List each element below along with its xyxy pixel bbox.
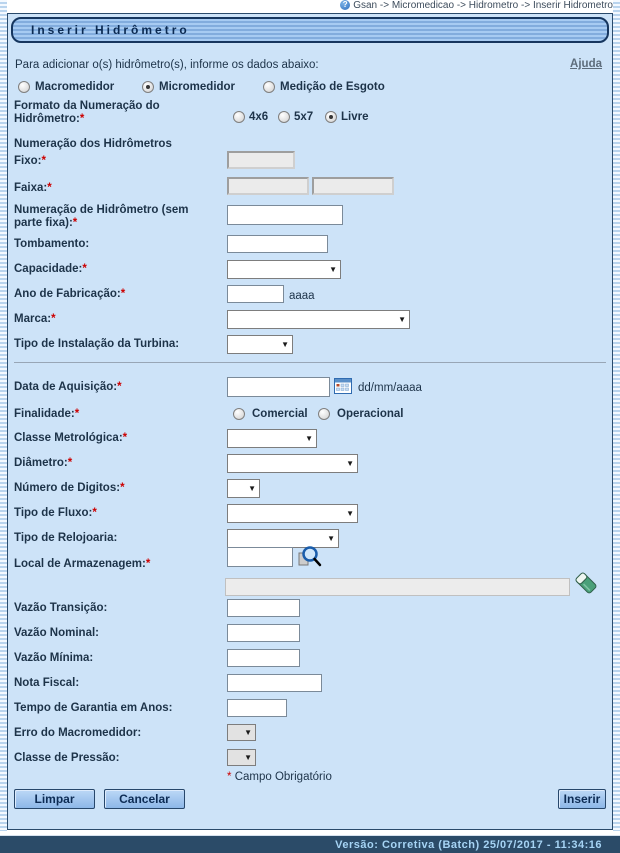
page-title: Inserir Hidrômetro <box>11 17 609 43</box>
label-ano-fabricacao: Ano de Fabricação:* <box>14 288 126 300</box>
label-local-armazenagem: Local de Armazenagem:* <box>14 558 151 570</box>
radio-4x6[interactable] <box>233 111 245 123</box>
dropdown-arrow-icon: ▼ <box>244 752 252 762</box>
dropdown-arrow-icon: ▼ <box>281 339 289 349</box>
label-nota-fiscal: Nota Fiscal: <box>14 677 80 689</box>
ano-fabricacao-input[interactable] <box>227 285 284 303</box>
calendar-icon[interactable] <box>334 378 352 394</box>
search-magnifier-icon[interactable] <box>296 544 323 571</box>
label-numero-digitos: Número de Digitos:* <box>14 482 125 494</box>
help-ball-icon[interactable]: ? <box>340 0 350 10</box>
tipo-instalacao-turbina-select[interactable] <box>227 335 293 354</box>
cancelar-button[interactable]: Cancelar <box>104 789 185 809</box>
label-formato-numeracao: Formato da Numeração do Hidrômetro:* <box>14 100 160 125</box>
vazao-nominal-input[interactable] <box>227 624 300 642</box>
label-vazao-minima: Vazão Mínima: <box>14 652 94 664</box>
numero-digitos-select[interactable] <box>227 479 260 498</box>
label-erro-macromedidor: Erro do Macromedidor: <box>14 727 142 739</box>
label-numeracao-sem-fixa: Numeração de Hidrômetro (sem parte fixa):* <box>14 204 189 229</box>
radio-label-comercial[interactable]: Comercial <box>252 408 308 420</box>
radio-label-macromedidor[interactable]: Macromedidor <box>35 81 115 93</box>
faixa-input-1 <box>227 177 309 195</box>
label-tombamento: Tombamento: <box>14 238 90 250</box>
dropdown-arrow-icon: ▼ <box>346 508 354 518</box>
label-diametro: Diâmetro:* <box>14 457 73 469</box>
vazao-minima-input[interactable] <box>227 649 300 667</box>
faixa-input-2 <box>312 177 394 195</box>
radio-label-micromedidor[interactable]: Micromedidor <box>159 81 236 93</box>
fixo-input <box>227 151 295 169</box>
data-aquisicao-hint: dd/mm/aaaa <box>358 382 422 394</box>
dropdown-arrow-icon: ▼ <box>346 458 354 468</box>
intro-text: Para adicionar o(s) hidrômetro(s), informe os dados abaixo: <box>15 59 319 71</box>
label-vazao-transicao: Vazão Transição: <box>14 602 108 614</box>
label-data-aquisicao: Data de Aquisição:* <box>14 381 122 393</box>
dropdown-arrow-icon: ▼ <box>398 314 406 324</box>
radio-micromedidor[interactable] <box>142 81 154 93</box>
label-tempo-garantia: Tempo de Garantia em Anos: <box>14 702 173 714</box>
label-marca: Marca:* <box>14 313 56 325</box>
nota-fiscal-input[interactable] <box>227 674 322 692</box>
radio-label-medicao-esgoto[interactable]: Medição de Esgoto <box>280 81 385 93</box>
radio-comercial[interactable] <box>233 408 245 420</box>
breadcrumb <box>7 0 613 13</box>
diametro-select[interactable] <box>227 454 358 473</box>
label-tipo-fluxo: Tipo de Fluxo:* <box>14 507 97 519</box>
limpar-button[interactable]: Limpar <box>14 789 95 809</box>
footer-version-bar: Versão: Corretiva (Batch) 25/07/2017 - 11:34:16 <box>0 835 620 853</box>
inserir-button[interactable]: Inserir <box>558 789 606 809</box>
classe-metrologica-select[interactable] <box>227 429 317 448</box>
local-armazenagem-input[interactable] <box>227 547 293 567</box>
required-note: * Campo Obrigatório <box>227 771 332 783</box>
radio-operacional[interactable] <box>318 408 330 420</box>
radio-5x7[interactable] <box>278 111 290 123</box>
numeracao-sem-fixa-input[interactable] <box>227 205 343 225</box>
label-tipo-instalacao-turbina: Tipo de Instalação da Turbina: <box>14 338 180 350</box>
label-tipo-relojoaria: Tipo de Relojoaria: <box>14 532 118 544</box>
dropdown-arrow-icon: ▼ <box>244 727 252 737</box>
eraser-icon[interactable] <box>574 570 598 596</box>
erro-macromedidor-select[interactable] <box>227 724 256 741</box>
ano-fabricacao-hint: aaaa <box>289 290 315 302</box>
radio-label-operacional[interactable]: Operacional <box>337 408 404 420</box>
radio-label-4x6[interactable]: 4x6 <box>249 111 269 123</box>
form-panel <box>7 13 613 830</box>
dropdown-arrow-icon: ▼ <box>329 264 337 274</box>
tempo-garantia-input[interactable] <box>227 699 287 717</box>
ajuda-link[interactable]: Ajuda <box>570 58 602 70</box>
label-faixa: Faixa:* <box>14 182 52 194</box>
label-fixo: Fixo:* <box>14 155 46 167</box>
radio-label-5x7[interactable]: 5x7 <box>294 111 314 123</box>
capacidade-select[interactable] <box>227 260 341 279</box>
section-divider <box>14 362 606 363</box>
tipo-fluxo-select[interactable] <box>227 504 358 523</box>
radio-label-livre[interactable]: Livre <box>341 111 369 123</box>
dropdown-arrow-icon: ▼ <box>248 483 256 493</box>
local-armazenagem-nome-field <box>225 578 570 596</box>
vazao-transicao-input[interactable] <box>227 599 300 617</box>
label-vazao-nominal: Vazão Nominal: <box>14 627 99 639</box>
label-classe-pressao: Classe de Pressão: <box>14 752 120 764</box>
breadcrumb-text: Gsan -> Micromedicao -> Hidrometro -> Inserir Hidrometro <box>353 0 613 11</box>
label-capacidade: Capacidade:* <box>14 263 87 275</box>
marca-select[interactable] <box>227 310 410 329</box>
label-classe-metrologica: Classe Metrológica:* <box>14 432 128 444</box>
section-header-numeracao: Numeração dos Hidrômetros <box>14 138 172 150</box>
classe-pressao-select[interactable] <box>227 749 256 766</box>
right-stripe-border <box>613 0 620 831</box>
radio-macromedidor[interactable] <box>18 81 30 93</box>
data-aquisicao-input[interactable] <box>227 377 330 397</box>
left-stripe-border <box>0 0 7 831</box>
dropdown-arrow-icon: ▼ <box>305 433 313 443</box>
tombamento-input[interactable] <box>227 235 328 253</box>
radio-medicao-esgoto[interactable] <box>263 81 275 93</box>
radio-livre[interactable] <box>325 111 337 123</box>
label-finalidade: Finalidade:* <box>14 408 80 420</box>
dropdown-arrow-icon: ▼ <box>327 533 335 543</box>
